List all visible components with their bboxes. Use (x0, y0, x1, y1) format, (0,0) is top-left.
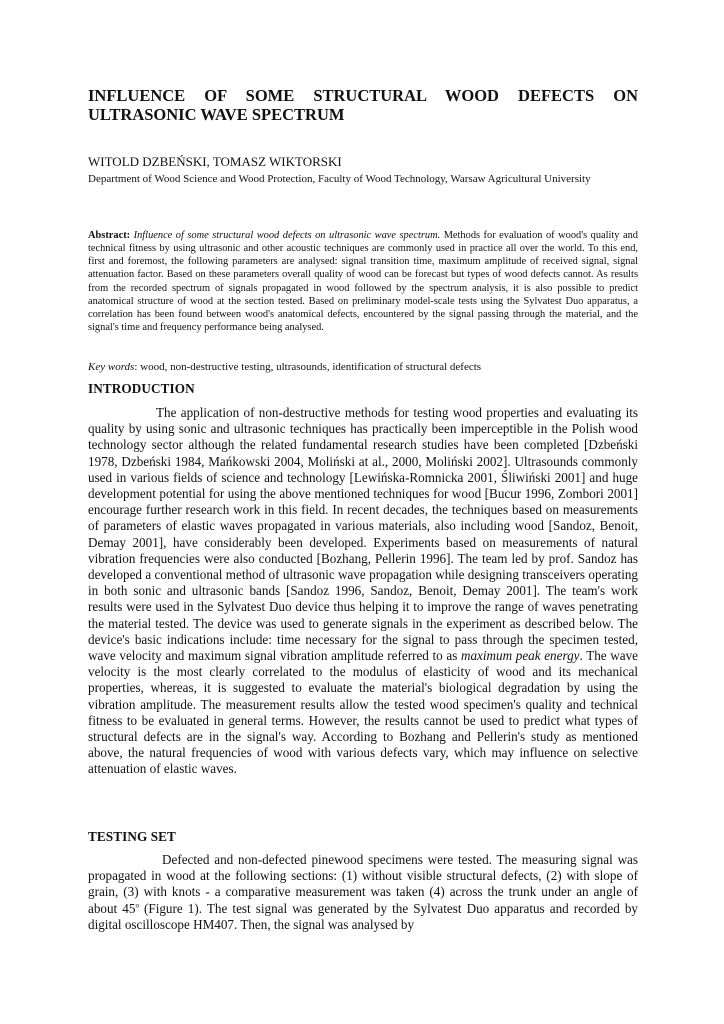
testing-set-paragraph (88, 852, 638, 933)
introduction-paragraph (88, 405, 638, 778)
section-heading-introduction: INTRODUCTION (88, 381, 195, 396)
keywords (88, 360, 638, 374)
section-heading-testing-set: TESTING SET (88, 829, 176, 844)
abstract (88, 229, 638, 334)
keywords-text: : wood, non-destructive testing, ultrasounds, identification of structural defects (134, 361, 482, 373)
testing-set-text: Defected and non-defected pinewood specimens were tested. The measuring signal was propagated in wood at the following sections: (1) without visible structural defects, (2) with slope of grain, (3) with knots - a comparative measurement was taken (4) across the trunk under an angle of about 45 (88, 852, 638, 916)
introduction-italic-term: maximum peak energy (461, 648, 580, 664)
paper-title: INFLUENCE OF SOME STRUCTURAL WOOD DEFECTS ON ULTRASONIC WAVE SPECTRUM (88, 86, 638, 124)
affiliation: Department of Wood Science and Wood Protection, Faculty of Wood Technology, Warsaw Agricultural University (88, 173, 591, 185)
keywords-label: Key words (88, 361, 135, 373)
abstract-text: Methods for evaluation of wood's quality and technical fitness by using ultrasonic and other acoustic techniques are commonly used in practice all over the world. To this end, first and foremost, the following parameters are analysed: signal transition time, maximum amplitude of received signal, signal attenuation factor. Based on these parameters overall quality of wood can be forecast but types of wood defects cannot. As results from the recorded spectrum of signals propagated in wood followed by the spectrum analysis, it is also possible to predict anatomical structure of wood at the section tested. Based on preliminary model-scale tests using the Sylvatest Duo apparatus, a correlation has been found between wood's anatomical defects, encountered by the signal passing through the material, and the signal's time and frequency performance being analysed. (88, 230, 638, 334)
abstract-label: Abstract: (88, 230, 131, 241)
abstract-title: Influence of some structural wood defects on ultrasonic wave spectrum. (130, 230, 441, 241)
testing-set-text-end: (Figure 1). The test signal was generated by the Sylvatest Duo apparatus and recorded by digital oscilloscope HM407. Then, the signal was analysed by (88, 900, 639, 932)
authors: WITOLD DZBEŃSKI, TOMASZ WIKTORSKI (88, 154, 342, 169)
introduction-text: The application of non-destructive methods for testing wood properties and evaluating its quality by using sonic and ultrasonic techniques has practically been imperceptible in the Polish wood technology sector although the related fundamental research studies have been completed [Dzbeński 1978, Dzbeński 1984, Mańkowski 2004, Moliński at al., 2000, Moliński 2002]. Ultrasounds commonly used in various fields of science and technology [Lewińska-Romnicka 2001, Śliwiński 2001] and huge development potential for using the above mentioned techniques for wood [Bucur 1996, Zombori 2001] encourage further research work in this field. In recent decades, the techniques based on measurements of parameters of elastic waves propagated in various materials, also including wood [Sandoz, Benoit, Demay 2001], have considerably been developed. Experiments based on measurements of natural vibration frequencies were also conducted [Bozhang, Pellerin 1996]. The team led by prof. Sandoz has developed a conventional method of ultrasonic wave propagation while designing transceivers operating in both sonic and ultrasonic bands [Sandoz 1996, Sandoz, Benoit, Demay 2001]. The team's work results were used in the Sylvatest Duo device thus helping it to improve the range of waves penetrating the material tested. The device was used to generate signals in the experiment as described below. The device's basic indications include: time necessary for the signal to pass through the specimen tested, wave velocity and maximum signal vibration amplitude referred to as (88, 405, 638, 664)
degree-superscript: o (135, 901, 139, 910)
introduction-text-end: . The wave velocity is the most clearly correlated to the modulus of elasticity of wood and its mechanical properties, whereas, it is suggested to evaluate the material's biological degradation by using the vibration amplitude. The measurement results allow the tested wood specimen's quality and technical fitness to be evaluated in general terms. However, the results cannot be used to predict what types of structural defects are in the signal's way. According to Bozhang and Pellerin's study as mentioned above, the natural frequencies of wood with various defects vary, which may influence on selective attenuation of elastic waves. (88, 648, 638, 777)
